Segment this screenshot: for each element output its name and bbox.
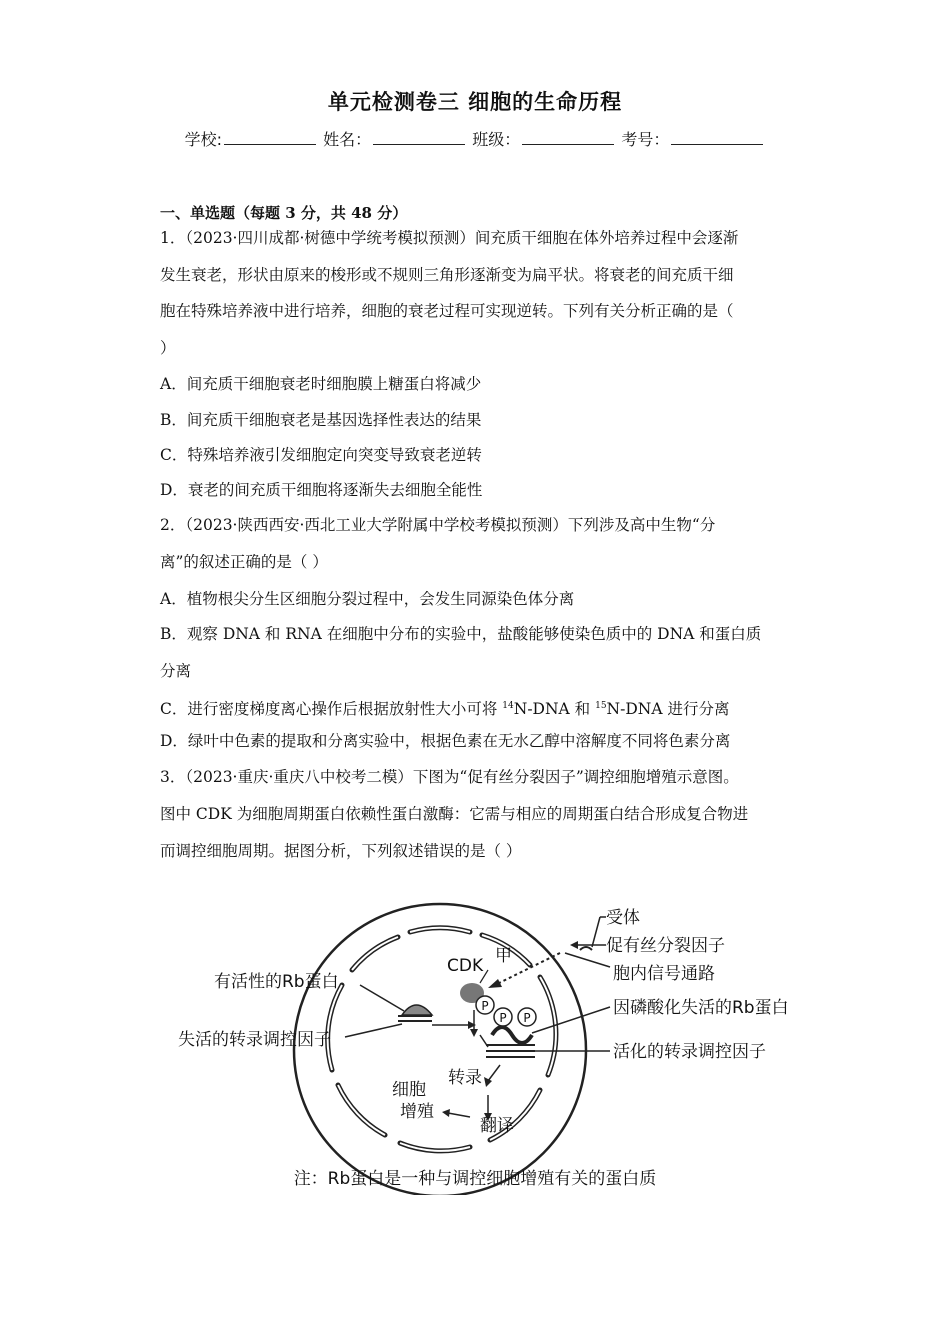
- label-inactive-tf: 失活的转录调控因子: [178, 1030, 331, 1050]
- cell-proliferation-diagram: [170, 895, 810, 1195]
- exam-no-blank[interactable]: [671, 130, 763, 145]
- label-translation: 翻译: [480, 1116, 514, 1136]
- svg-text:P: P: [523, 1011, 531, 1025]
- receptor-shape: [580, 947, 592, 950]
- inactive-rb: [492, 1027, 532, 1043]
- q1-option-a[interactable]: A．间充质干细胞衰老时细胞膜上糖蛋白将减少: [160, 375, 482, 393]
- p-text: P: [481, 999, 489, 1013]
- q2-option-a[interactable]: A．植物根尖分生区细胞分裂过程中，会发生同源染色体分离: [160, 590, 575, 608]
- label-transcription: 转录: [448, 1068, 482, 1088]
- label-cdk: CDK: [447, 956, 484, 976]
- q1-line: 胞在特殊培养液中进行培养，细胞的衰老过程可实现逆转。下列有关分析正确的是（: [160, 302, 734, 320]
- label-mitogen: 促有丝分裂因子: [606, 936, 725, 956]
- section-heading: 一、单选题（每题 3 分，共 48 分）: [160, 204, 408, 222]
- q3-line: 图中 CDK 为细胞周期蛋白依赖性蛋白激酶：它需与相应的周期蛋白结合形成复合物进: [160, 805, 749, 823]
- q1-line: ）: [160, 339, 176, 357]
- exam-no-label: 考号：: [621, 130, 670, 149]
- q2-option-b-cont: 分离: [160, 662, 192, 680]
- figure-note: 注：Rb蛋白是一种与调控细胞增殖有关的蛋白质: [293, 1169, 657, 1189]
- label-jia: 甲: [495, 946, 512, 966]
- name-label: 姓名：: [323, 130, 372, 149]
- q3-line: 而调控细胞周期。据图分析，下列叙述错误的是（ ）: [160, 842, 522, 860]
- q2-c-sup2: 15: [595, 701, 607, 711]
- active-rb: [402, 1005, 432, 1015]
- q1-option-d[interactable]: D．衰老的间充质干细胞将逐渐失去细胞全能性: [160, 481, 483, 499]
- q1-option-b[interactable]: B．间充质干细胞衰老是基因选择性表达的结果: [160, 411, 482, 429]
- class-blank[interactable]: [522, 130, 614, 145]
- q2-c-mid: N-DNA 和: [513, 700, 596, 718]
- student-info-row: [0, 127, 950, 150]
- q1-option-c[interactable]: C．特殊培养液引发细胞定向突变导致衰老逆转: [160, 446, 482, 464]
- q2-option-b[interactable]: B．观察 DNA 和 RNA 在细胞中分布的实验中，盐酸能够使染色质中的 DNA 和蛋白质: [160, 625, 762, 643]
- q2-line: 离”的叙述正确的是（ ）: [160, 553, 328, 571]
- label-active-rb: 有活性的Rb蛋白: [214, 972, 339, 992]
- receptor-pointer: [592, 917, 600, 947]
- label-signal-pathway: 胞内信号通路: [613, 964, 715, 984]
- q3-line: 3．（2023·重庆·重庆八中校考二模）下图为“促有丝分裂因子”调控细胞增殖示意图。: [160, 768, 739, 786]
- label-inactive-rb: 因磷酸化失活的Rb蛋白: [613, 998, 789, 1018]
- q2-c-prefix: C．进行密度梯度离心操作后根据放射性大小可将: [160, 700, 503, 718]
- class-label: 班级：: [472, 130, 521, 149]
- name-blank[interactable]: [373, 130, 465, 145]
- label-active-tf: 活化的转录调控因子: [613, 1042, 766, 1062]
- label-receptor: 受体: [606, 908, 640, 928]
- label-proliferation: 增殖: [400, 1102, 434, 1122]
- q2-c-sup1: 14: [502, 701, 514, 711]
- school-blank[interactable]: [224, 130, 316, 145]
- label-cell: 细胞: [392, 1080, 426, 1100]
- school-label: 学校:: [184, 130, 223, 149]
- q2-line: 2．（2023·陕西西安·西北工业大学附属中学校考模拟预测）下列涉及高中生物“分: [160, 516, 716, 534]
- q1-line: 发生衰老，形状由原来的梭形或不规则三角形逐渐变为扁平状。将衰老的间充质干细: [160, 266, 734, 284]
- svg-text:P: P: [499, 1011, 507, 1025]
- page-title: 单元检测卷三 细胞的生命历程: [327, 89, 623, 114]
- q2-option-c[interactable]: [160, 695, 729, 720]
- q2-c-suffix: N-DNA 进行分离: [606, 700, 730, 718]
- q1-line: 1．（2023·四川成都·树德中学统考模拟预测）间充质干细胞在体外培养过程中会逐渐: [160, 229, 739, 247]
- q2-option-d[interactable]: D．绿叶中色素的提取和分离实验中，根据色素在无水乙醇中溶解度不同将色素分离: [160, 732, 731, 750]
